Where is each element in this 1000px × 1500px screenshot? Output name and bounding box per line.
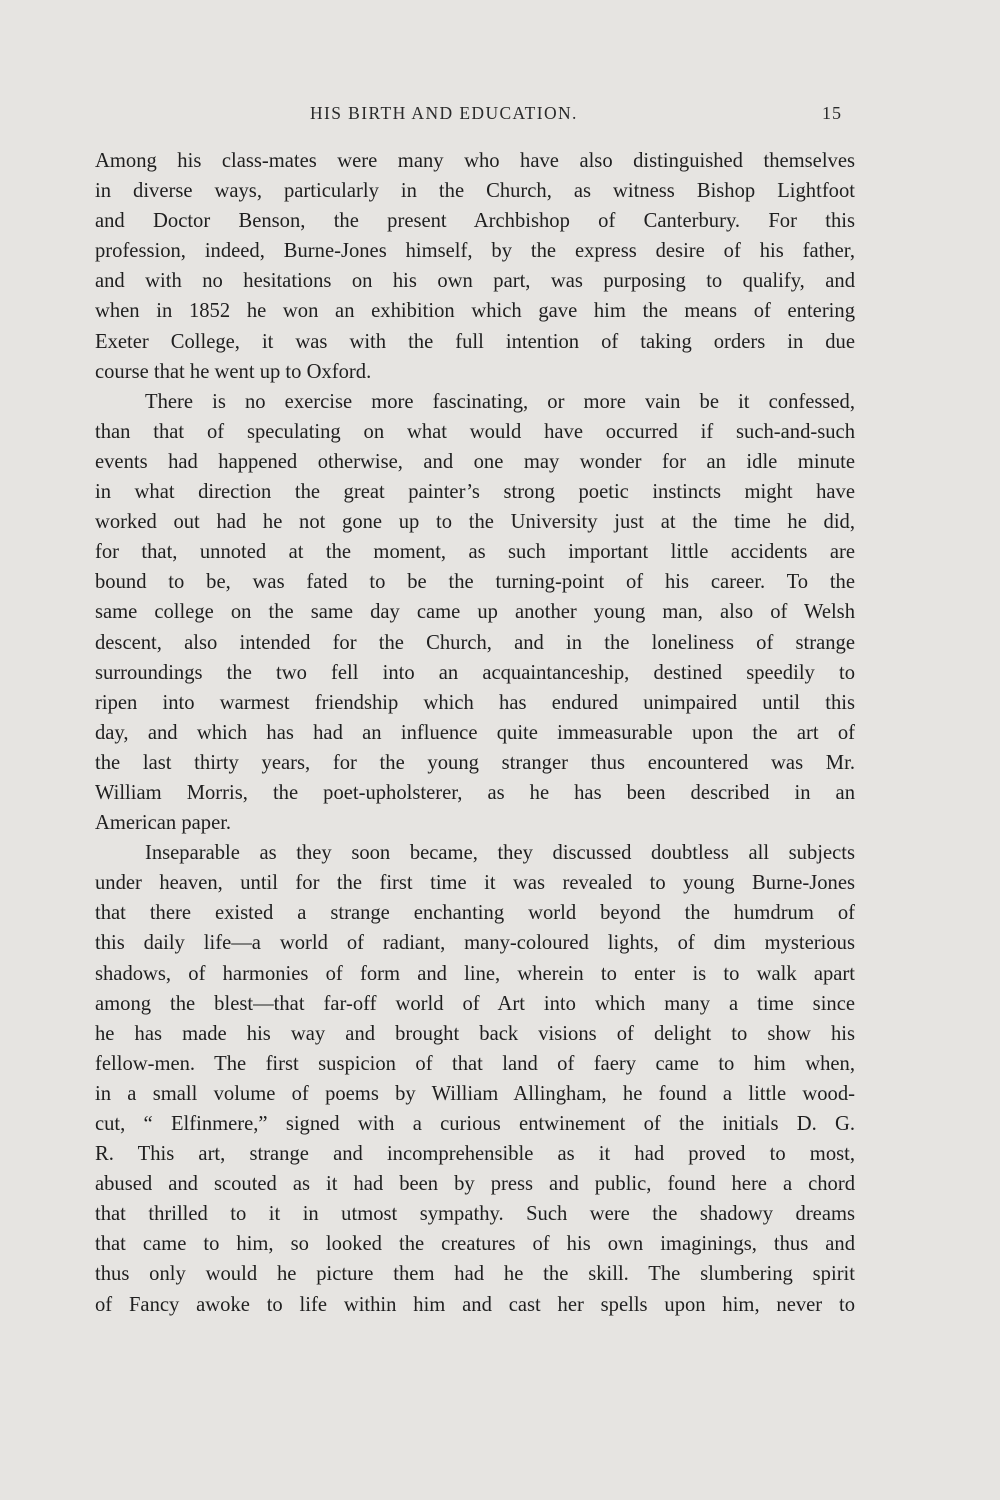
text-line: and with no hesitations on his own part, was purposing to qualify, and — [95, 270, 855, 293]
text-line: cut, “ Elfinmere,” signed with a curious entwinement of the initials D. G. — [95, 1113, 855, 1135]
text-line: when in 1852 he won an exhibition which gave him the means of entering — [95, 300, 855, 323]
text-line: There is no exercise more fascinating, or more vain be it confessed, — [145, 390, 855, 413]
text-line: than that of speculating on what would have occurred if such-and-such — [95, 420, 855, 443]
text-line: and Doctor Benson, the present Archbishop of Canterbury. For this — [95, 210, 855, 233]
text-line: events had happened otherwise, and one may wonder for an idle minute — [95, 450, 855, 473]
text-line: worked out had he not gone up to the University just at the time he did, — [95, 511, 855, 534]
text-line: shadows, of harmonies of form and line, wherein to enter is to walk apart — [95, 962, 855, 985]
text-line: ripen into warmest friendship which has endured unimpaired until this — [95, 691, 855, 714]
text-line: he has made his way and brought back visions of delight to show his — [95, 1022, 855, 1045]
text-line: Exeter College, it was with the full intention of taking orders in due — [95, 330, 855, 353]
text-line: course that he went up to Oxford. — [95, 360, 372, 383]
text-line: abused and scouted as it had been by press and public, found here a chord — [95, 1173, 855, 1196]
text-line: Among his class-mates were many who have also distinguished themselves — [95, 150, 855, 172]
text-line: in diverse ways, particularly in the Church, as witness Bishop Lightfoot — [95, 180, 855, 203]
text-line: day, and which has had an influence quite immeasurable upon the art of — [95, 721, 855, 744]
text-line: William Morris, the poet-upholsterer, as he has been described in an — [95, 781, 855, 804]
text-line: that there existed a strange enchanting world beyond the humdrum of — [95, 902, 855, 925]
text-line: under heaven, until for the first time it was revealed to young Burne-Jones — [95, 872, 855, 895]
paragraph-3 — [95, 838, 855, 1320]
page-number: 15 — [822, 103, 842, 123]
text-line: the last thirty years, for the young stranger thus encountered was Mr. — [95, 751, 855, 774]
running-title: HIS BIRTH AND EDUCATION. — [310, 103, 578, 123]
text-line: R. This art, strange and incomprehensible as it had proved to most, — [95, 1143, 855, 1166]
text-line: in what direction the great painter’s strong poetic instincts might have — [95, 481, 855, 504]
text-line: surroundings the two fell into an acquaintanceship, destined speedily to — [95, 661, 855, 684]
text-line: American paper. — [95, 812, 232, 835]
text-line: thus only would he picture them had he the skill. The slumbering spirit — [95, 1263, 855, 1286]
text-line: profession, indeed, Burne-Jones himself, by the express desire of his father, — [95, 240, 855, 263]
text-line: that thrilled to it in utmost sympathy. Such were the shadowy dreams — [95, 1203, 855, 1226]
text-line: of Fancy awoke to life within him and cast her spells upon him, never to — [95, 1293, 855, 1316]
paragraph-2 — [95, 387, 855, 838]
text-line: in a small volume of poems by William Allingham, he found a little wood- — [95, 1082, 855, 1105]
text-line: that came to him, so looked the creatures of his own imaginings, thus and — [95, 1233, 855, 1256]
body-text — [95, 146, 855, 1320]
text-line: this daily life—a world of radiant, many-coloured lights, of dim mysterious — [95, 932, 855, 955]
text-line: for that, unnoted at the moment, as such important little accidents are — [95, 541, 855, 564]
paragraph-1 — [95, 146, 855, 387]
text-line: bound to be, was fated to be the turning-point of his career. To the — [95, 571, 855, 594]
text-line: descent, also intended for the Church, and in the loneliness of strange — [95, 631, 855, 654]
text-line: Inseparable as they soon became, they discussed doubtless all subjects — [145, 842, 855, 865]
text-line: among the blest—that far-off world of Art into which many a time since — [95, 992, 855, 1015]
text-line: same college on the same day came up another young man, also of Welsh — [95, 601, 855, 624]
text-line: fellow-men. The first suspicion of that land of faery came to him when, — [95, 1052, 855, 1075]
running-head — [0, 103, 1000, 129]
